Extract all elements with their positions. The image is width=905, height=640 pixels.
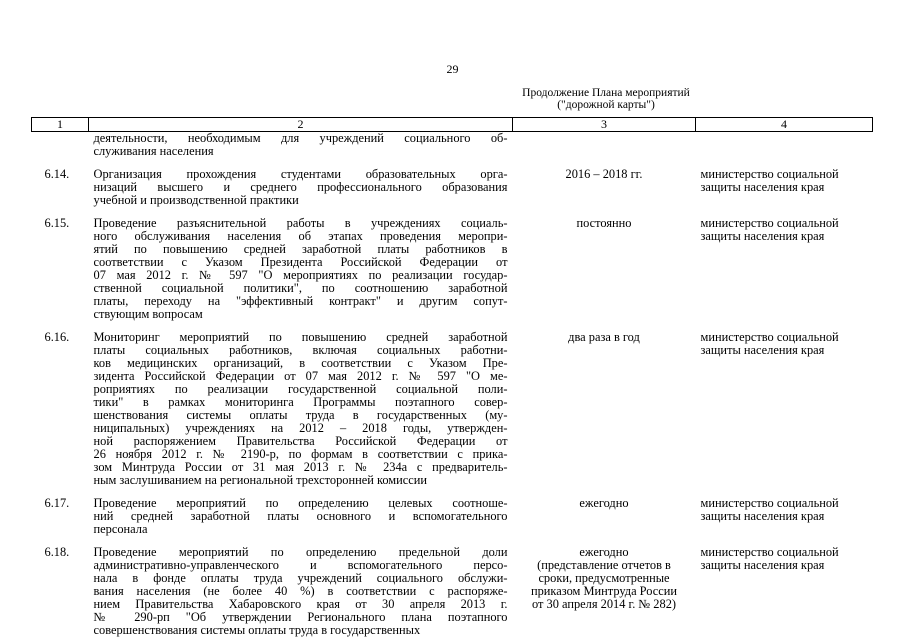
description-line: Мониторинг мероприятий по повышению средней заработной xyxy=(93,330,508,344)
responsible-executor xyxy=(696,168,873,217)
description-line: тики" в рамках мониторинга Программы поэтапного совер- xyxy=(93,395,508,409)
page-number: 29 xyxy=(446,62,459,76)
description-line: ствующим вопросам xyxy=(93,307,203,321)
term-line: сроки, предусмотренные xyxy=(538,571,670,585)
plan-table xyxy=(31,117,873,637)
description-line: нием Правительства Хабаровского края от 30 апреля 2013 г. xyxy=(93,597,508,611)
description-line: зом Минтруда России от 31 мая 2013 г. № 234а с предваритель- xyxy=(93,460,508,474)
activity-description xyxy=(89,546,513,637)
description-line: Проведение разъяснительной работы в учреждениях социаль- xyxy=(93,216,508,230)
description-line: роприятиях по реализации государственной социальной поли- xyxy=(93,382,508,396)
term-line: постоянно xyxy=(576,216,632,230)
description-line: совершенствования системы оплаты труда в государственных xyxy=(93,623,421,637)
execution-term xyxy=(513,546,696,637)
execution-term xyxy=(513,132,696,169)
activity-description xyxy=(89,132,513,169)
responsible-executor xyxy=(696,217,873,331)
plan-table-body xyxy=(32,132,873,638)
table-row xyxy=(32,217,873,331)
responsible-line: министерство социальной xyxy=(700,216,839,230)
description-line: служивания населения xyxy=(93,144,214,158)
table-row xyxy=(32,497,873,546)
execution-term xyxy=(513,331,696,497)
description-line: административно-управленческого и вспомогательного персо- xyxy=(93,558,508,572)
description-line: соответствии с Указом Президента Российской Федерации от xyxy=(93,255,508,269)
description-line: нала в фонде оплаты труда учреждений социального обслужи- xyxy=(93,571,508,585)
description-line: ным заслушиванием на региональной трехсторонней комиссии xyxy=(93,473,428,487)
table-row xyxy=(32,132,873,169)
description-line: ственной социальной политики", по соотношению заработной xyxy=(93,281,508,295)
description-line: персонала xyxy=(93,522,148,536)
description-line: ного обслуживания населения об этапах проведения меропри- xyxy=(93,229,508,243)
description-line: зидента Российской Федерации от 07 мая 2012 г. № 597 "О ме- xyxy=(93,369,508,383)
term-line: ежегодно xyxy=(579,545,629,559)
term-line: два раза в год xyxy=(568,330,640,344)
item-number: 6.18. xyxy=(44,545,70,559)
activity-description xyxy=(89,168,513,217)
description-line: 26 ноября 2012 г. № 2190-р, по формам в соответствии с прика- xyxy=(93,447,508,461)
description-line: ниципальных) учреждениях на 2012 – 2018 годы, утвержден- xyxy=(93,421,508,435)
description-line: 07 мая 2012 г. № 597 "О мероприятиях по реализации государ- xyxy=(93,268,508,282)
continuation-line-1: Продолжение Плана мероприятий xyxy=(522,87,690,99)
description-line: низаций высшего и среднего профессионального образования xyxy=(93,180,508,194)
responsible-line: министерство социальной xyxy=(700,167,839,181)
description-line: учебной и производственной практики xyxy=(93,193,299,207)
responsible-line: министерство социальной xyxy=(700,496,839,510)
description-line: ний средней заработной платы основного и вспомогательного xyxy=(93,509,508,523)
item-number xyxy=(32,132,89,169)
item-number: 6.15. xyxy=(44,216,70,230)
table-row xyxy=(32,331,873,497)
table-row xyxy=(32,168,873,217)
activity-description xyxy=(89,331,513,497)
header-col-1: 1 xyxy=(32,118,89,132)
header-col-2: 2 xyxy=(89,118,513,132)
header-col-3: 3 xyxy=(513,118,696,132)
term-line: (представление отчетов в xyxy=(537,558,671,572)
activity-description xyxy=(89,217,513,331)
description-line: № 290-рп "Об утверждении Регионального плана поэтапного xyxy=(93,610,508,624)
continuation-line-2: ("дорожной карты") xyxy=(557,99,655,111)
execution-term xyxy=(513,217,696,331)
execution-term xyxy=(513,168,696,217)
header-row xyxy=(32,118,873,132)
execution-term xyxy=(513,497,696,546)
table-row xyxy=(32,546,873,637)
description-line: Организация прохождения студентами образовательных орга- xyxy=(93,167,508,181)
description-line: ятий по повышению средней заработной платы работников в xyxy=(93,242,508,256)
responsible-line: защиты населения края xyxy=(700,558,825,572)
responsible-line: защиты населения края xyxy=(700,229,825,243)
term-line: 2016 – 2018 гг. xyxy=(565,167,643,181)
term-line: от 30 апреля 2014 г. № 282) xyxy=(531,597,677,611)
description-line: вания населения (не более 40 %) в соответствии с распоряже- xyxy=(93,584,508,598)
description-line: Проведение мероприятий по определению предельной доли xyxy=(93,545,508,559)
responsible-line: защиты населения края xyxy=(700,180,825,194)
description-line: платы социальных работников, включая социальных работни- xyxy=(93,343,508,357)
description-line: Проведение мероприятий по определению целевых соотноше- xyxy=(93,496,508,510)
description-line: ной распоряжением Правительства Российской Федерации от xyxy=(93,434,508,448)
description-line: деятельности, необходимым для учреждений социального об- xyxy=(93,131,508,145)
description-line: шенствования системы оплаты труда в государственных (му- xyxy=(93,408,508,422)
activity-description xyxy=(89,497,513,546)
responsible-line: министерство социальной xyxy=(700,545,839,559)
item-number: 6.14. xyxy=(44,167,70,181)
responsible-executor xyxy=(696,497,873,546)
description-line: платы, переходу на "эффективный контракт" и другим сопут- xyxy=(93,294,508,308)
responsible-executor xyxy=(696,132,873,169)
responsible-line: министерство социальной xyxy=(700,330,839,344)
responsible-line: защиты населения края xyxy=(700,343,825,357)
responsible-line: защиты населения края xyxy=(700,509,825,523)
responsible-executor xyxy=(696,331,873,497)
term-line: ежегодно xyxy=(579,496,629,510)
responsible-executor xyxy=(696,546,873,637)
term-line: приказом Минтруда России xyxy=(530,584,678,598)
continuation-caption xyxy=(510,87,702,111)
item-number: 6.16. xyxy=(44,330,70,344)
header-col-4: 4 xyxy=(696,118,873,132)
description-line: ков медицинских организаций, в соответствии с Указом Пре- xyxy=(93,356,508,370)
item-number: 6.17. xyxy=(44,496,70,510)
